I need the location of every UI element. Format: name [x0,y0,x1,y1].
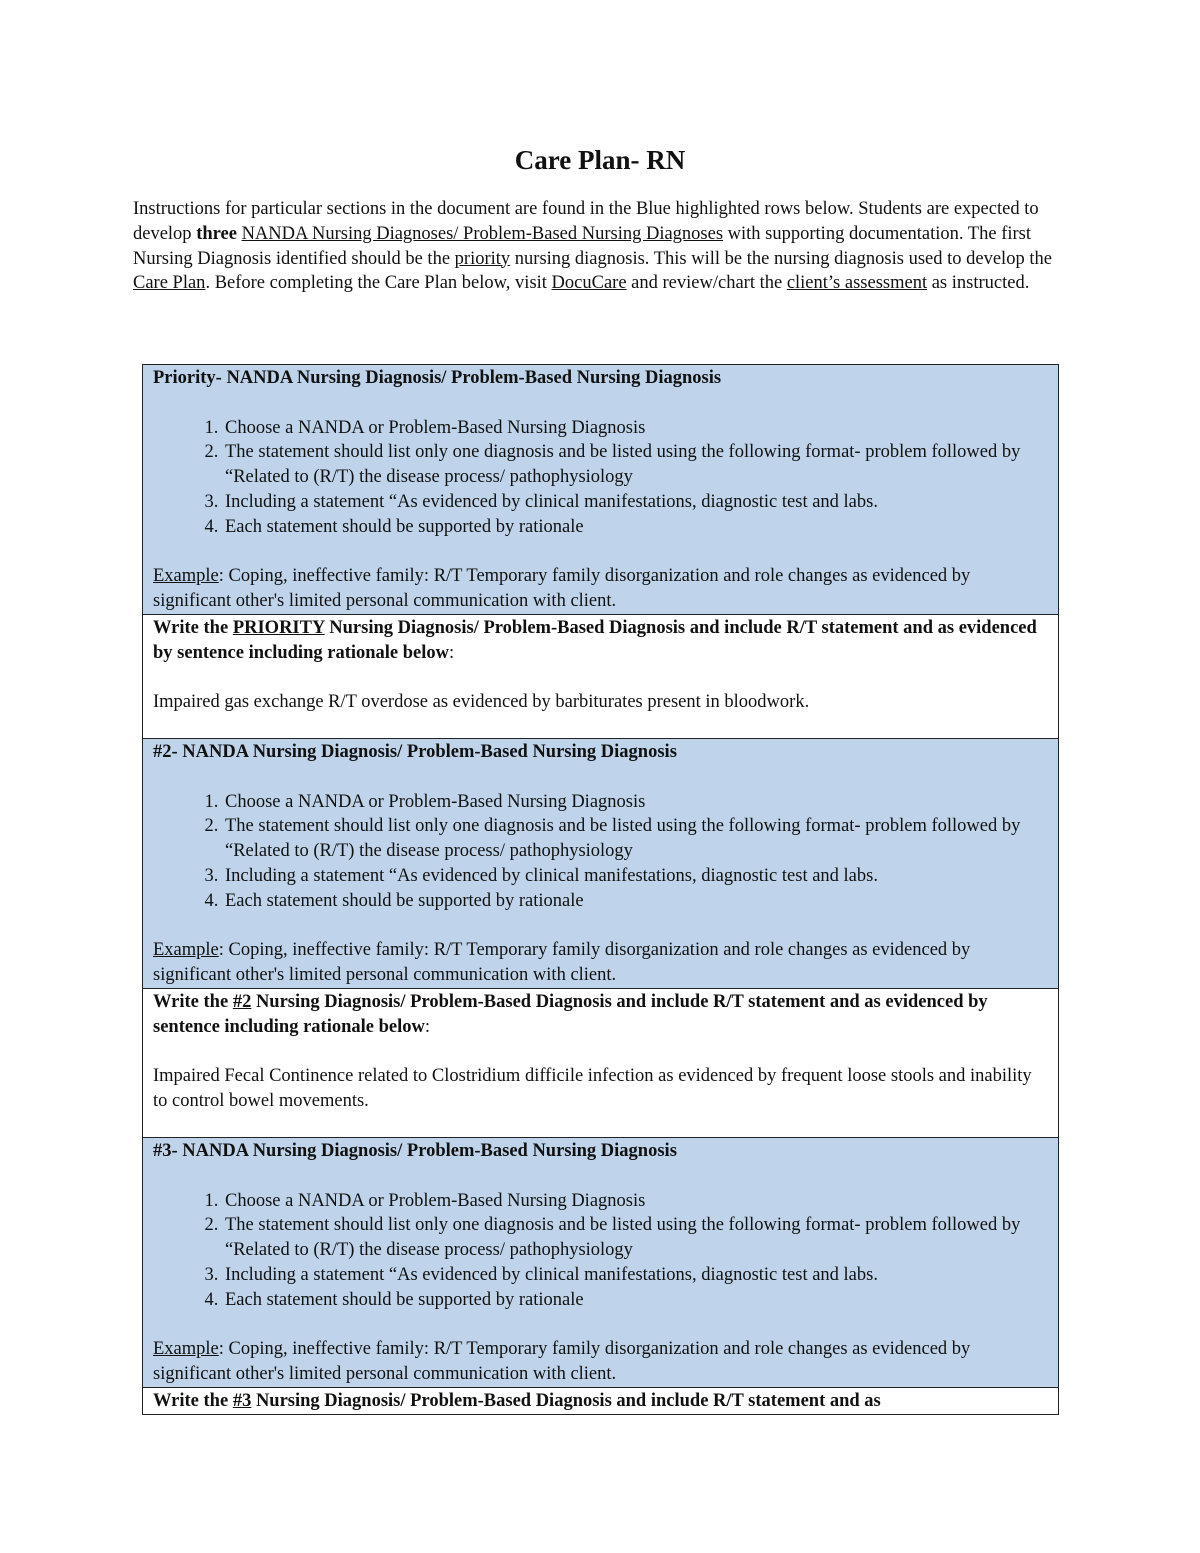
list-item: 4. Each statement should be supported by rationale [223,515,1049,540]
third-answer-cell[interactable] [143,1388,1059,1415]
instruction-list [153,790,1049,914]
care-plan-table [142,364,1059,1415]
priority-instructions-cell [143,365,1059,615]
client-assessment-underline: client’s assessment [786,273,928,294]
docucare-underline: DocuCare [551,273,627,294]
instructions-paragraph: Instructions for particular sections in the document are found in the Blue highlighted rows below. Students are expected to develop three NANDA Nursing Diagnoses/ Problem-Based Nursing Diagnoses with supporting documentation. The first Nursing Diagnosis identified should be the priority nursing diagnosis. This will be the nursing diagnosis used to develop the Care Plan. Before completing the Care Plan below, visit DocuCare and review/chart the client’s assessment as instructed. [133,199,1052,294]
list-item: 2. The statement should list only one diagnosis and be listed using the following format- problem followed by “Related to (R/T) the disease process/ pathophysiology [223,440,1049,490]
list-item: 1. Choose a NANDA or Problem-Based Nursing Diagnosis [223,416,1049,441]
write-prompt: Write the #2 Nursing Diagnosis/ Problem-Based Diagnosis and include R/T statement and as evidenced by sentence including rationale below: [153,992,988,1037]
write-prompt: Write the #3 Nursing Diagnosis/ Problem-Based Diagnosis and include R/T statement and as [153,1391,881,1411]
page-title: Care Plan- RN [514,145,686,175]
list-item: 2. The statement should list only one diagnosis and be listed using the following format- problem followed by “Related to (R/T) the disease process/ pathophysiology [223,814,1049,864]
second-answer-cell[interactable] [143,989,1059,1138]
diagnosis-answer: Impaired Fecal Continence related to Clostridium difficile infection as evidenced by frequent loose stools and inability to control bowel movements. [153,1066,1032,1112]
instruction-list [153,1189,1049,1313]
nanda-diagnoses-underline: NANDA Nursing Diagnoses/ Problem-Based Nursing Diagnoses [241,223,724,244]
care-plan-underline: Care Plan [133,273,206,294]
example-text: Example: Coping, ineffective family: R/T Temporary family disorganization and role changes as evidenced by significant other's limited personal communication with client. [153,1339,971,1385]
diagnosis-answer: Impaired gas exchange R/T overdose as evidenced by barbiturates present in bloodwork. [153,692,810,713]
priority-underline: priority [454,248,511,269]
example-text: Example: Coping, ineffective family: R/T Temporary family disorganization and role changes as evidenced by significant other's limited personal communication with client. [153,940,971,986]
second-instructions-cell [143,739,1059,989]
list-item: 3. Including a statement “As evidenced by clinical manifestations, diagnostic test and labs. [223,490,1049,515]
instruction-list [153,416,1049,540]
priority-answer-cell[interactable] [143,615,1059,739]
section-header: Priority- NANDA Nursing Diagnosis/ Problem-Based Nursing Diagnosis [153,368,722,388]
list-item: 3. Including a statement “As evidenced by clinical manifestations, diagnostic test and labs. [223,1263,1049,1288]
write-prompt: Write the PRIORITY Nursing Diagnosis/ Problem-Based Diagnosis and include R/T statement and as evidenced by sentence including rationale below: [153,618,1037,663]
third-instructions-cell [143,1138,1059,1388]
list-item: 2. The statement should list only one diagnosis and be listed using the following format- problem followed by “Related to (R/T) the disease process/ pathophysiology [223,1213,1049,1263]
example-text: Example: Coping, ineffective family: R/T Temporary family disorganization and role changes as evidenced by significant other's limited personal communication with client. [153,566,971,612]
list-item: 4. Each statement should be supported by rationale [223,1288,1049,1313]
section-header: #2- NANDA Nursing Diagnosis/ Problem-Based Nursing Diagnosis [153,742,677,762]
list-item: 1. Choose a NANDA or Problem-Based Nursing Diagnosis [223,790,1049,815]
list-item: 1. Choose a NANDA or Problem-Based Nursing Diagnosis [223,1189,1049,1214]
list-item: 4. Each statement should be supported by rationale [223,889,1049,914]
section-header: #3- NANDA Nursing Diagnosis/ Problem-Based Nursing Diagnosis [153,1141,677,1161]
list-item: 3. Including a statement “As evidenced by clinical manifestations, diagnostic test and labs. [223,864,1049,889]
